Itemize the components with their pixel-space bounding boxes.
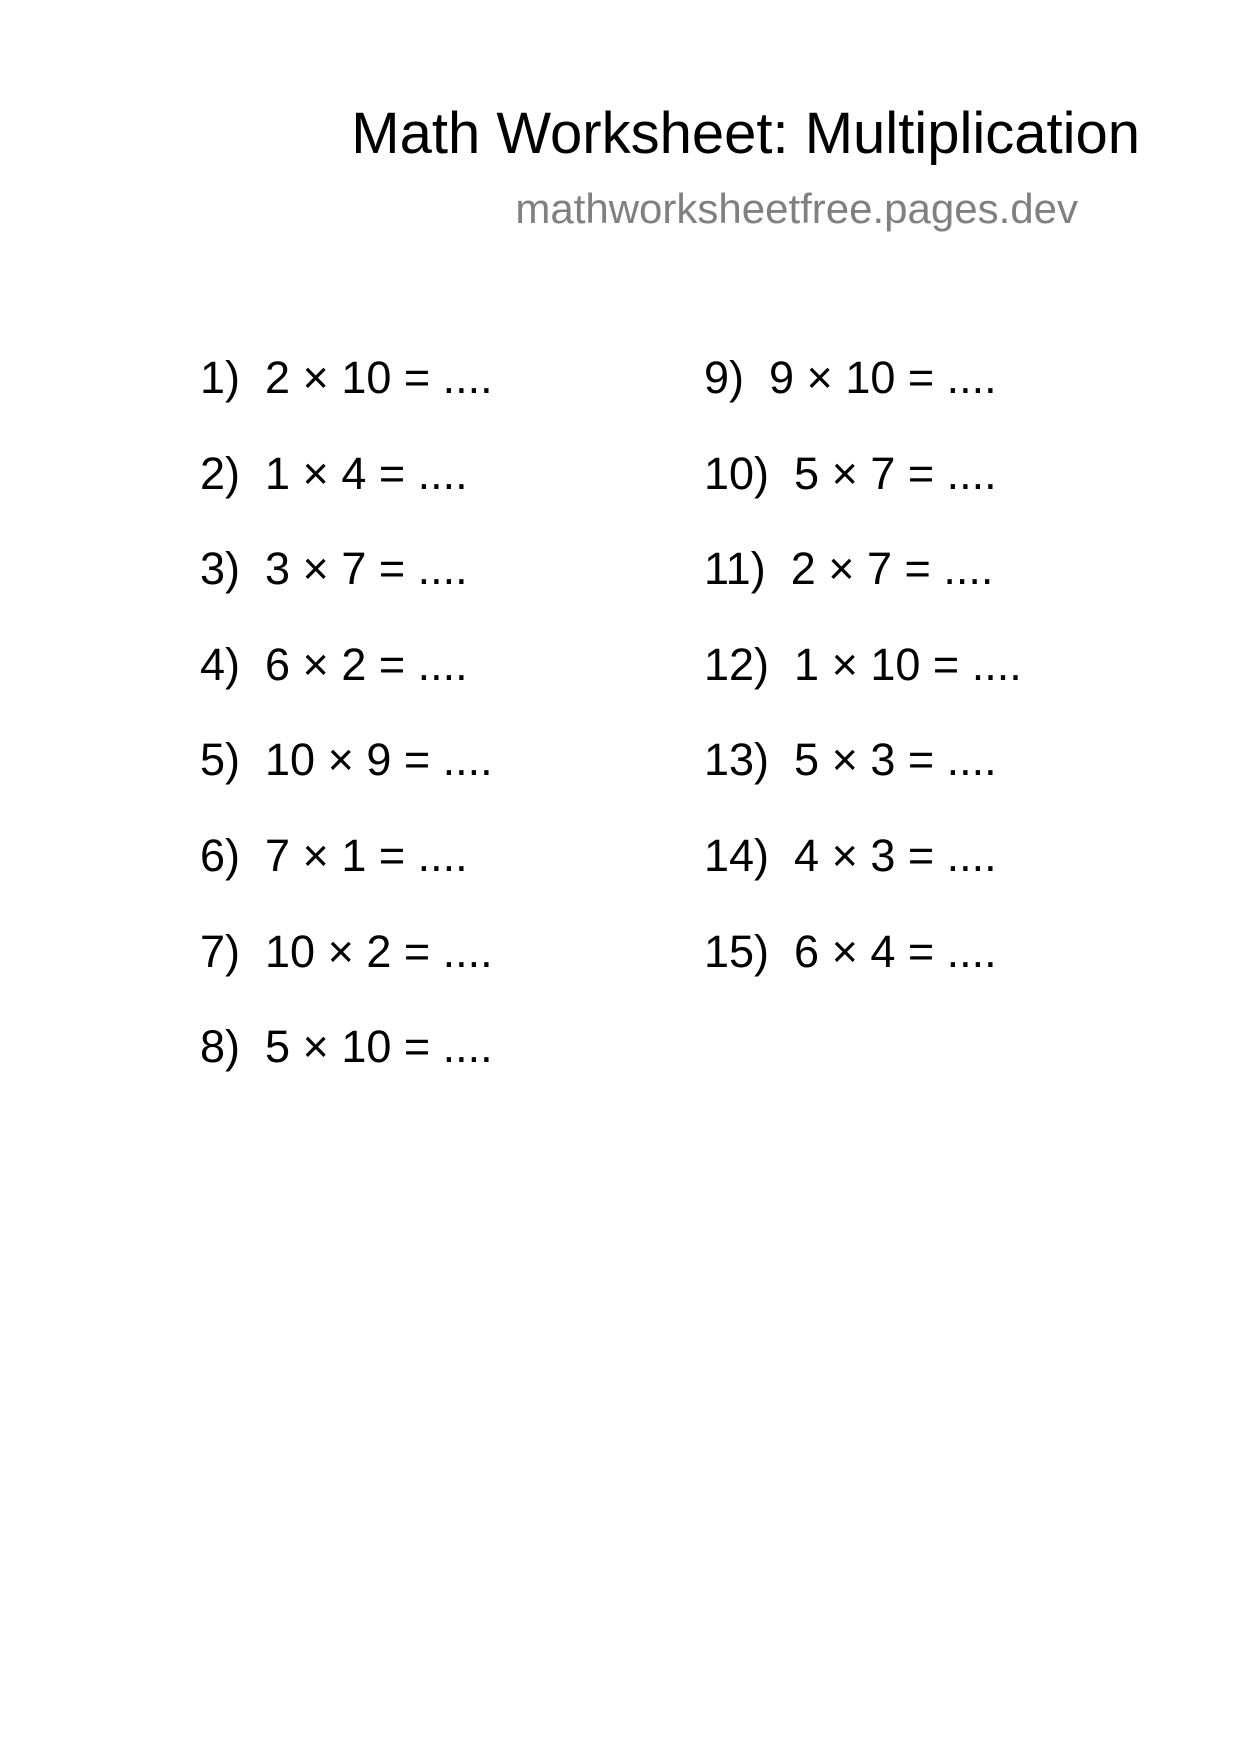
problem-13: 13) 5 × 3 = ....	[704, 734, 997, 786]
problem-5: 5) 10 × 9 = ....	[200, 734, 493, 786]
page-subtitle: mathworksheetfree.pages.dev	[515, 185, 1078, 232]
problem-6: 6) 7 × 1 = ....	[200, 829, 468, 881]
problem-column-right	[704, 352, 1022, 1021]
problem-4: 4) 6 × 2 = ....	[200, 638, 468, 690]
problem-1: 1) 2 × 10 = ....	[200, 352, 493, 403]
problem-2: 2) 1 × 4 = ....	[200, 447, 468, 499]
problem-14: 14) 4 × 3 = ....	[704, 829, 997, 881]
problem-10: 10) 5 × 7 = ....	[704, 447, 997, 499]
problem-7: 7) 10 × 2 = ....	[200, 925, 493, 977]
problem-15: 15) 6 × 4 = ....	[704, 925, 997, 977]
problem-11: 11) 2 × 7 = ....	[704, 543, 994, 595]
problem-8: 8) 5 × 10 = ....	[200, 1021, 493, 1073]
problem-9: 9) 9 × 10 = ....	[704, 352, 997, 403]
page-title: Math Worksheet: Multiplication	[351, 101, 1140, 166]
problem-3: 3) 3 × 7 = ....	[200, 543, 468, 595]
problem-12: 12) 1 × 10 = ....	[704, 638, 1022, 690]
problem-column-left	[200, 352, 493, 1117]
